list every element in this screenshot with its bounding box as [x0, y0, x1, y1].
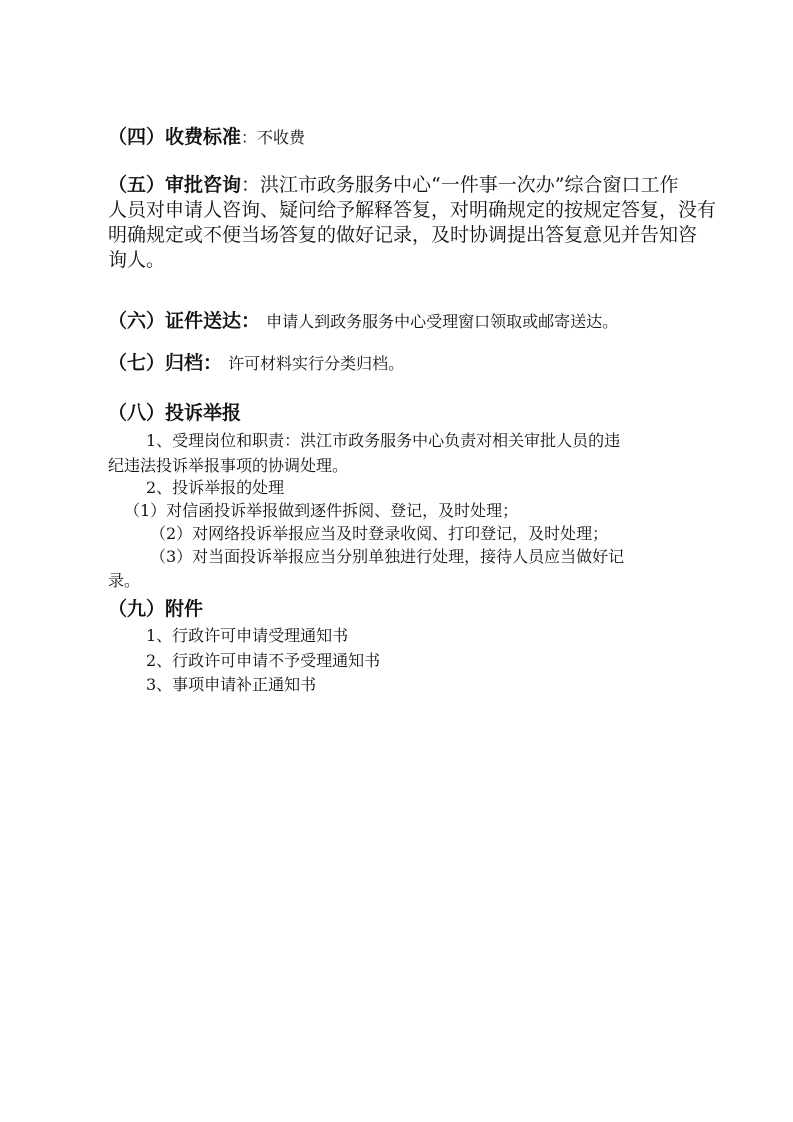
section-heading: （五）审批咨询	[108, 174, 242, 196]
section-complaint	[108, 400, 241, 426]
section-attachments	[108, 596, 203, 622]
section-heading: （七）归档：	[108, 352, 223, 374]
attachment-item: 2、行政许可申请不予受理通知书	[146, 651, 381, 670]
section-consultation: （五）审批咨询：洪江市政务服务中心“一件事一次办”综合窗口工作	[108, 174, 679, 196]
section-archive	[108, 350, 404, 377]
sub-list-item: （3）对当面投诉举报应当分别单独进行处理，接待人员应当做好记	[150, 547, 625, 566]
section-heading: （九）附件	[108, 598, 204, 620]
list-item-continuation: 纪违法投诉举报事项的协调处理。	[108, 456, 349, 475]
section-text: 洪江市政务服务中心“一件事一次办”综合窗口工作	[260, 174, 679, 196]
list-item: 1、受理岗位和职责：洪江市政务服务中心负责对相关审批人员的违	[146, 431, 621, 450]
section-fee-standard: （四）收费标准：不收费	[108, 126, 306, 148]
list-item: 2、投诉举报的处理	[146, 478, 285, 497]
section-text: 不收费	[257, 128, 306, 147]
attachment-item: 1、行政许可申请受理通知书	[146, 626, 349, 645]
section-heading: （八）投诉举报	[108, 402, 242, 424]
section-delivery	[108, 308, 618, 335]
section-heading: （四）收费标准	[108, 126, 242, 148]
sub-list-item: （1）对信函投诉举报做到逐件拆阅、登记，及时处理；	[124, 501, 519, 520]
section-text: 许可材料实行分类归档。	[228, 354, 405, 373]
attachment-item: 3、事项申请补正通知书	[146, 675, 317, 694]
section-text-line: 人员对申请人咨询、疑问给予解释答复，对明确规定的按规定答复，没有	[108, 199, 717, 221]
sub-list-item-continuation: 录。	[108, 571, 141, 590]
section-text-line: 明确规定或不便当场答复的做好记录，及时协调提出答复意见并告知咨	[108, 224, 698, 246]
section-text: 申请人到政务服务中心受理窗口领取或邮寄送达。	[266, 312, 619, 331]
sub-list-item: （2）对网络投诉举报应当及时登录收阅、打印登记，及时处理；	[150, 524, 609, 543]
section-text-line: 询人。	[108, 249, 166, 271]
section-heading: （六）证件送达：	[108, 310, 261, 332]
